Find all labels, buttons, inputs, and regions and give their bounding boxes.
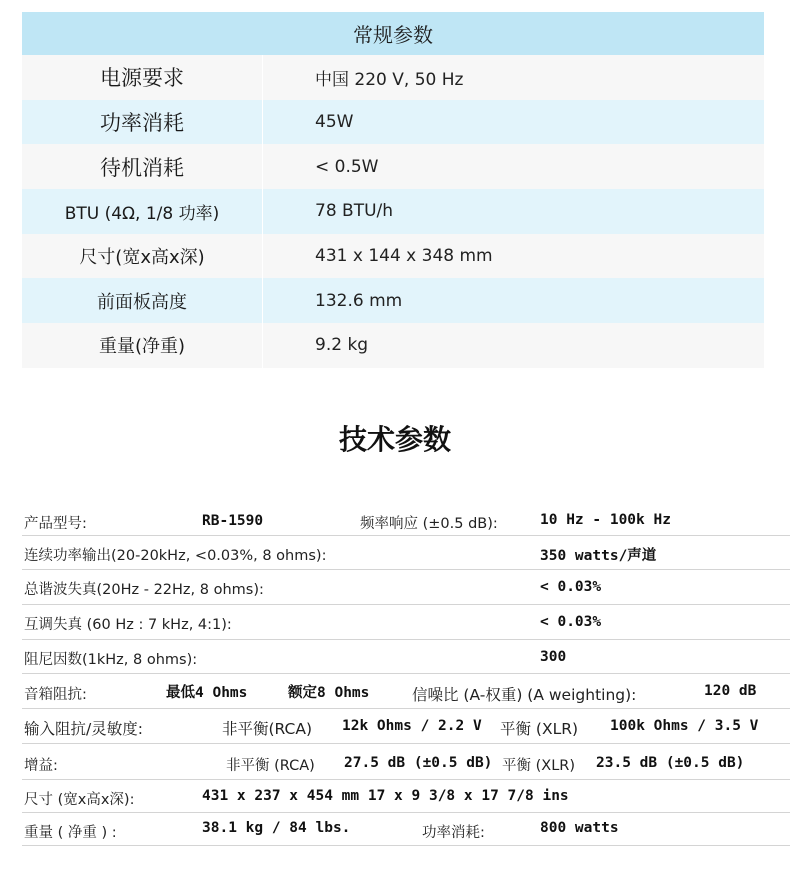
unbalanced-label: 非平衡(RCA) <box>222 720 313 738</box>
dimensions-label: 尺寸 (宽x高x深): <box>24 792 135 808</box>
damping-label: 阻尼因数(1kHz, 8 ohms): <box>24 652 198 668</box>
imd-label: 互调失真 (60 Hz : 7 kHz, 4:1): <box>24 617 232 633</box>
row-label: 前面板高度 <box>97 291 187 313</box>
gain-unbalanced-label: 非平衡 (RCA) <box>226 758 315 774</box>
power-consumption-label: 功率消耗: <box>422 825 485 841</box>
row-value: 9.2 kg <box>315 335 369 356</box>
freq-response-label: 频率响应 (±0.5 dB): <box>360 516 498 532</box>
table-row <box>22 780 790 813</box>
thd-label: 总谐波失真(20Hz - 22Hz, 8 ohms): <box>24 582 264 598</box>
unbalanced-value: 12k Ohms / 2.2 V <box>342 718 482 734</box>
table-row <box>22 323 764 368</box>
table-row <box>22 278 764 323</box>
snr-value: 120 dB <box>704 683 757 699</box>
table-row <box>22 234 764 279</box>
row-value: < 0.5W <box>315 156 379 177</box>
table-row <box>22 536 790 570</box>
gain-unbalanced-value: 27.5 dB (±0.5 dB) <box>344 755 493 771</box>
gain-label: 增益: <box>24 758 58 774</box>
continuous-power-label: 连续功率输出(20-20kHz, <0.03%, 8 ohms): <box>24 548 327 564</box>
row-label: 待机消耗 <box>100 155 184 180</box>
table-row <box>22 744 790 780</box>
snr-label: 信噪比 (A-权重) (A weighting): <box>412 686 637 704</box>
row-value: 78 BTU/h <box>315 201 394 222</box>
row-value: 431 x 144 x 348 mm <box>315 246 493 267</box>
weight-value: 38.1 kg / 84 lbs. <box>202 820 351 836</box>
model-value: RB-1590 <box>202 513 264 529</box>
row-label: BTU (4Ω, 1/8 功率) <box>64 203 220 224</box>
power-consumption-value: 800 watts <box>540 820 619 836</box>
row-value: 132.6 mm <box>315 290 403 311</box>
min-impedance: 最低4 Ohms <box>166 685 248 701</box>
table-row <box>22 506 790 536</box>
row-value: 45W <box>315 112 354 133</box>
table-row <box>22 605 790 640</box>
gain-balanced-value: 23.5 dB (±0.5 dB) <box>596 755 745 771</box>
table-row <box>22 640 790 674</box>
model-label: 产品型号: <box>24 516 87 532</box>
tech-params-title: 技术参数 <box>338 423 451 456</box>
dimensions-value: 431 x 237 x 454 mm 17 x 9 3/8 x 17 7/8 ins <box>202 788 569 804</box>
gain-balanced-label: 平衡 (XLR) <box>502 758 576 774</box>
tech-params-table <box>22 506 790 846</box>
imd-value: < 0.03% <box>540 614 602 630</box>
continuous-power-value: 350 watts/声道 <box>540 548 657 564</box>
table-row <box>22 570 790 605</box>
row-label: 电源要求 <box>100 66 184 91</box>
balanced-value: 100k Ohms / 3.5 V <box>610 718 759 734</box>
row-label: 重量(净重) <box>98 336 186 358</box>
table-row <box>22 189 764 234</box>
balanced-label: 平衡 (XLR) <box>500 720 579 738</box>
thd-value: < 0.03% <box>540 579 602 595</box>
table-row <box>22 100 764 145</box>
damping-value: 300 <box>540 649 567 665</box>
row-value: 中国 220 V, 50 Hz <box>315 69 464 90</box>
weight-label: 重量 ( 净重 ) : <box>24 825 117 841</box>
table-row <box>22 813 790 846</box>
freq-response-value: 10 Hz - 100k Hz <box>540 512 671 528</box>
rated-impedance: 额定8 Ohms <box>288 685 370 701</box>
general-params-table <box>22 12 764 368</box>
general-params-title: 常规参数 <box>22 12 764 55</box>
table-row <box>22 709 790 744</box>
row-label: 功率消耗 <box>100 111 184 136</box>
table-row <box>22 55 764 100</box>
speaker-impedance-label: 音箱阻抗: <box>24 687 87 703</box>
table-row <box>22 144 764 189</box>
row-label: 尺寸(宽x高x深) <box>79 247 205 269</box>
input-impedance-label: 输入阻抗/灵敏度: <box>24 720 143 738</box>
table-row <box>22 674 790 709</box>
